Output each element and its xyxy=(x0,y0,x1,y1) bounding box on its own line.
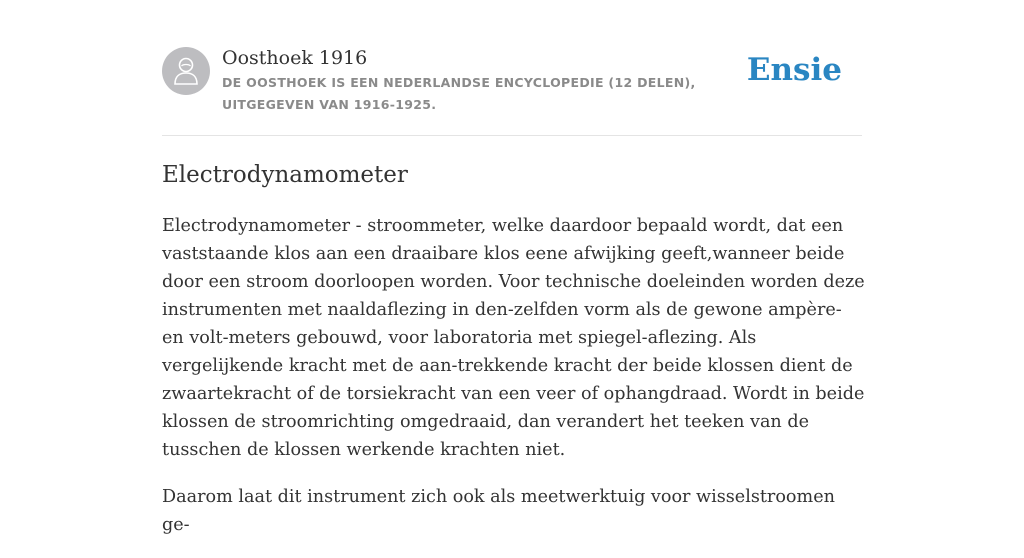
source-title[interactable]: Oosthoek 1916 xyxy=(222,47,368,69)
article-title: Electrodynamometer xyxy=(162,162,408,188)
user-icon xyxy=(172,56,200,86)
article-body xyxy=(162,212,867,558)
article-paragraph: Electrodynamometer - stroommeter, welke daardoor bepaald wordt, dat een vaststaande klos aan een draaibare klos eene afwijking geeft,wanneer beide door een stroom doorloopen worden. Voor technische doeleinden worden deze instrumenten met naaldaflezing in den-zelfden vorm als de gewone ampère- en volt-meters gebouwd, voor laboratoria met spiegel-aflezing. Als vergelijkende kracht met de aan-trekkende kracht der beide klossen dient de zwaartekracht of de torsiekracht van een veer of ophangdraad. Wordt in beide klossen de stroomrichting omgedraaid, dan verandert het teeken van de tusschen de klossen werkende krachten niet. xyxy=(162,216,865,460)
source-description: DE OOSTHOEK IS EEN NEDERLANDSE ENCYCLOPEDIE (12 DELEN), UITGEGEVEN VAN 1916-1925. xyxy=(222,75,696,112)
ensie-logo[interactable]: Ensie xyxy=(746,52,842,88)
article-paragraph: Daarom laat dit instrument zich ook als meetwerktuig voor wisselstroomen ge- xyxy=(162,487,835,535)
avatar[interactable] xyxy=(162,47,210,95)
divider xyxy=(162,135,862,136)
source-header xyxy=(162,46,862,116)
